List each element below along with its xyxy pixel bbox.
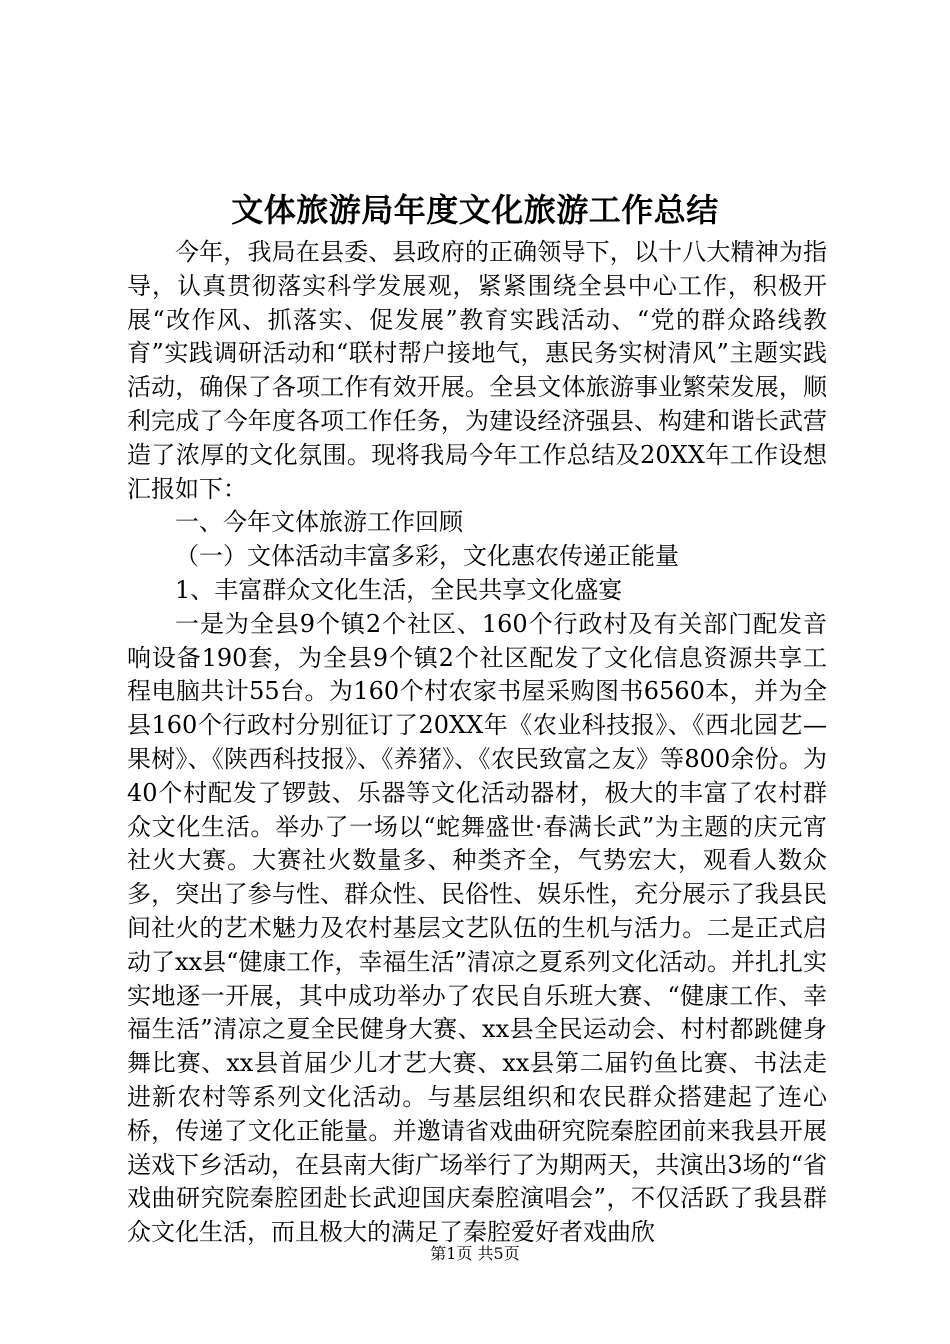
paragraph-intro: 今年，我局在县委、县政府的正确领导下，以十八大精神为指导，认真贯彻落实科学发展观，紧紧围绕全县中心工作，积极开展“改作风、抓落实、促发展”教育实践活动、“党的群众路线教育”实践调研活动和“联村帮户接地气，惠民务实树清风”主题实践活动，确保了各项工作有效开展。全县文体旅游事业繁荣发展，顺利完成了今年度各项工作任务，为建设经济强县、构建和谐长武营造了浓厚的文化氛围。现将我局今年工作总结及20XX年工作设想汇报如下： [127, 238, 827, 503]
heading-subsection-1: （一）文体活动丰富多彩，文化惠农传递正能量 [175, 542, 679, 571]
paragraph-item-1-body: 一是为全县9个镇2个社区、160个行政村及有关部门配发音响设备190套，为全县9个镇2个社区配发了文化信息资源共享工程电脑共计55台。为160个村农家书屋采购图书6560本，并为全县160个行政村分别征订了20XX年《农业科技报》、《西北园艺—果树》、《陕西科技报》、《养猪》、《农民致富之友》等800余份。为40个村配发了锣鼓、乐器等文化活动器材，极大的丰富了农村群众文化生活。举办了一场以“蛇舞盛世·春满长武”为主题的庆元宵社火大赛。大赛社火数量多、种类齐全，气势宏大，观看人数众多，突出了参与性、群众性、民俗性、娱乐性，充分展示了我县民间社火的艺术魅力及农村基层文艺队伍的生机与活力。二是正式启动了xx县“健康工作，幸福生活”清凉之夏系列文化活动。并扎扎实实地逐一开展，其中成功举办了农民自乐班大赛、“健康工作、幸福生活”清凉之夏全民健身大赛、xx县全民运动会、村村都跳健身舞比赛、xx县首届少儿才艺大赛、xx县第二届钓鱼比赛、书法走进新农村等系列文化活动。与基层组织和农民群众搭建起了连心桥，传递了文化正能量。并邀请省戏曲研究院秦腔团前来我县开展送戏下乡活动，在县南大街广场举行了为期两天，共演出3场的“省戏曲研究院秦腔团赴长武迎国庆秦腔演唱会”，不仅活跃了我县群众文化生活，而且极大的满足了秦腔爱好者戏曲欣 [127, 609, 827, 1247]
document-title: 文体旅游局年度文化旅游工作总结 [231, 191, 719, 229]
page-number-footer: 第1页 共5页 [430, 1244, 520, 1263]
heading-section-1: 一、今年文体旅游工作回顾 [175, 508, 463, 537]
heading-item-1: 1、丰富群众文化生活，全民共享文化盛宴 [175, 575, 623, 604]
document-body [127, 236, 827, 1250]
